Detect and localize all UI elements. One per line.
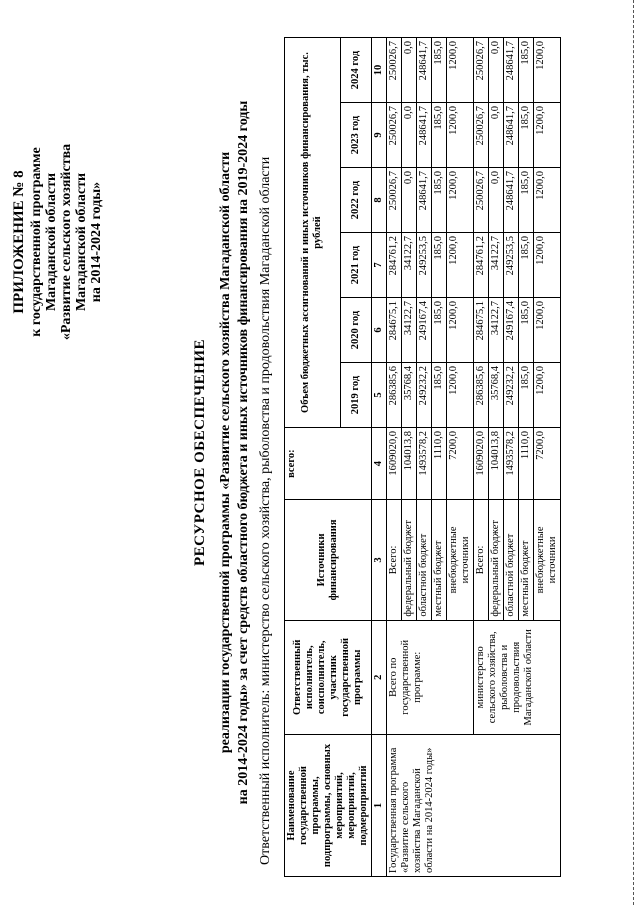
header-total: всего: (285, 428, 372, 500)
table-cell: 0,0 (402, 38, 417, 103)
header-year: 2019 год (340, 363, 371, 428)
source-label: Всего: (387, 500, 402, 620)
table-cell: 248641,7 (417, 168, 432, 233)
table-cell: 250026,7 (474, 103, 489, 168)
table-cell: 1609020,0 (387, 428, 402, 500)
source-label: внебюджетные источники (534, 500, 561, 620)
header-sources: Источники финансирования (285, 500, 372, 620)
column-number: 1 (372, 734, 387, 876)
header-responsible: Ответственный исполнитель, соисполнитель, участник государственной программы (285, 620, 372, 734)
table-cell: 1609020,0 (474, 428, 489, 500)
appendix-line: Магаданской области (74, 172, 89, 312)
table-cell: 1110,0 (432, 428, 447, 500)
table-cell: 104013,8 (402, 428, 417, 500)
page-edge-divider (633, 0, 634, 905)
table-cell: 248641,7 (417, 103, 432, 168)
appendix-line: на 2014-2024 годы» (89, 181, 104, 303)
column-number: 5 (372, 363, 387, 428)
table-cell: 0,0 (402, 103, 417, 168)
table-cell: 185,0 (432, 363, 447, 428)
table-cell: 286385,6 (474, 363, 489, 428)
header-year: 2021 год (340, 233, 371, 298)
table-cell: 1200,0 (534, 363, 561, 428)
table-cell: 250026,7 (387, 38, 402, 103)
table-cell: 1200,0 (447, 298, 474, 363)
table-cell: 1200,0 (534, 103, 561, 168)
table-cell: 185,0 (432, 103, 447, 168)
table-cell: 249167,4 (417, 298, 432, 363)
header-volume: Объем бюджетных ассигнований и иных источников финансирования, тыс. рублей (285, 38, 341, 428)
table-cell: 250026,7 (474, 38, 489, 103)
appendix-number: ПРИЛОЖЕНИЕ № 8 (11, 170, 27, 314)
source-label: Всего: (474, 500, 489, 620)
column-number: 3 (372, 500, 387, 620)
table-cell: 284761,2 (387, 233, 402, 298)
source-label: областной бюджет (504, 500, 519, 620)
table-cell: 185,0 (432, 233, 447, 298)
table-cell: 185,0 (432, 38, 447, 103)
table-cell: 1200,0 (534, 298, 561, 363)
column-number-row (372, 38, 387, 877)
table-cell: 250026,7 (387, 103, 402, 168)
table-cell: 250026,7 (474, 168, 489, 233)
table-cell: 1200,0 (447, 363, 474, 428)
column-number: 2 (372, 620, 387, 734)
table-cell: 249253,5 (504, 233, 519, 298)
table-cell: 35768,4 (402, 363, 417, 428)
header-year: 2020 год (340, 298, 371, 363)
table-cell: 0,0 (489, 38, 504, 103)
source-label: местный бюджет (519, 500, 534, 620)
table-cell: 1200,0 (447, 168, 474, 233)
header-name: Наименование государственной программы, подпрограммы, основных мероприятий, мероприятий, подмероприятий (285, 734, 372, 876)
table-cell: 185,0 (519, 168, 534, 233)
source-label: местный бюджет (432, 500, 447, 620)
table-cell: 0,0 (489, 168, 504, 233)
document-subtitle: реализации государственной программы «Развитие сельского хозяйства Магаданской области (218, 151, 233, 754)
table-cell: 284675,1 (387, 298, 402, 363)
table-cell: 249232,2 (417, 363, 432, 428)
appendix-line: Магаданской области (44, 172, 59, 312)
group1-responsible: Всего по государственной программе: (387, 620, 474, 734)
table-cell: 7200,0 (534, 428, 561, 500)
table-cell: 249167,4 (504, 298, 519, 363)
table-cell: 34122,7 (489, 233, 504, 298)
resource-table (284, 37, 561, 877)
table-cell: 185,0 (519, 298, 534, 363)
appendix-line: «Развитие сельского хозяйства (59, 143, 74, 341)
document-subtitle: на 2014-2024 годы» за счет средств областного бюджета и иных источников финансирования на 2019-2024 годы (236, 100, 251, 805)
table-cell: 248641,7 (504, 103, 519, 168)
column-number: 8 (372, 168, 387, 233)
table-cell: 1493578,2 (417, 428, 432, 500)
header-row (285, 38, 341, 877)
table-cell: 249253,5 (417, 233, 432, 298)
table-cell: 286385,6 (387, 363, 402, 428)
table-cell: 248641,7 (504, 168, 519, 233)
table-cell: 248641,7 (504, 38, 519, 103)
table-row (387, 38, 402, 877)
table-cell: 1493578,2 (504, 428, 519, 500)
column-number: 6 (372, 298, 387, 363)
responsible-executor: Ответственный исполнитель: министерство сельского хозяйства, рыболовства и продовольствия Магаданской области (258, 156, 273, 865)
table-cell: 0,0 (489, 103, 504, 168)
table-cell: 34122,7 (402, 233, 417, 298)
table-cell: 284675,1 (474, 298, 489, 363)
table-cell: 185,0 (519, 233, 534, 298)
column-number: 4 (372, 428, 387, 500)
table-cell: 185,0 (519, 38, 534, 103)
table-cell: 1200,0 (534, 38, 561, 103)
table-cell: 104013,8 (489, 428, 504, 500)
header-year: 2022 год (340, 168, 371, 233)
table-cell: 1200,0 (534, 168, 561, 233)
table-cell: 1200,0 (447, 233, 474, 298)
table-cell: 1200,0 (447, 103, 474, 168)
appendix-header (12, 92, 104, 392)
table-cell: 248641,7 (417, 38, 432, 103)
table-cell: 0,0 (402, 168, 417, 233)
source-label: внебюджетные источники (447, 500, 474, 620)
appendix-line: к государственной программе (29, 147, 44, 337)
table-cell: 7200,0 (447, 428, 474, 500)
table-cell: 1200,0 (534, 233, 561, 298)
table-cell: 249232,2 (504, 363, 519, 428)
header-year: 2024 год (340, 38, 371, 103)
program-name: Государственная программа «Развитие сельского хозяйства Магаданской области на 2014-2024 годы» (387, 734, 561, 876)
source-label: областной бюджет (417, 500, 432, 620)
header-year: 2023 год (340, 103, 371, 168)
table-cell: 185,0 (519, 363, 534, 428)
table-cell: 34122,7 (402, 298, 417, 363)
table-cell: 185,0 (432, 298, 447, 363)
table-cell: 185,0 (432, 168, 447, 233)
source-label: федеральный бюджет (489, 500, 504, 620)
column-number: 7 (372, 233, 387, 298)
table-cell: 1110,0 (519, 428, 534, 500)
table-cell: 250026,7 (387, 168, 402, 233)
source-label: федеральный бюджет (402, 500, 417, 620)
table-cell: 35768,4 (489, 363, 504, 428)
table-cell: 1200,0 (447, 38, 474, 103)
table-cell: 284761,2 (474, 233, 489, 298)
table-cell: 185,0 (519, 103, 534, 168)
group2-responsible: министерство сельского хозяйства, рыболовства и продовольствия Магаданской области (474, 620, 561, 734)
table-cell: 34122,7 (489, 298, 504, 363)
document-title: РЕСУРСНОЕ ОБЕСПЕЧЕНИЕ (192, 338, 208, 567)
column-number: 10 (372, 38, 387, 103)
column-number: 9 (372, 103, 387, 168)
